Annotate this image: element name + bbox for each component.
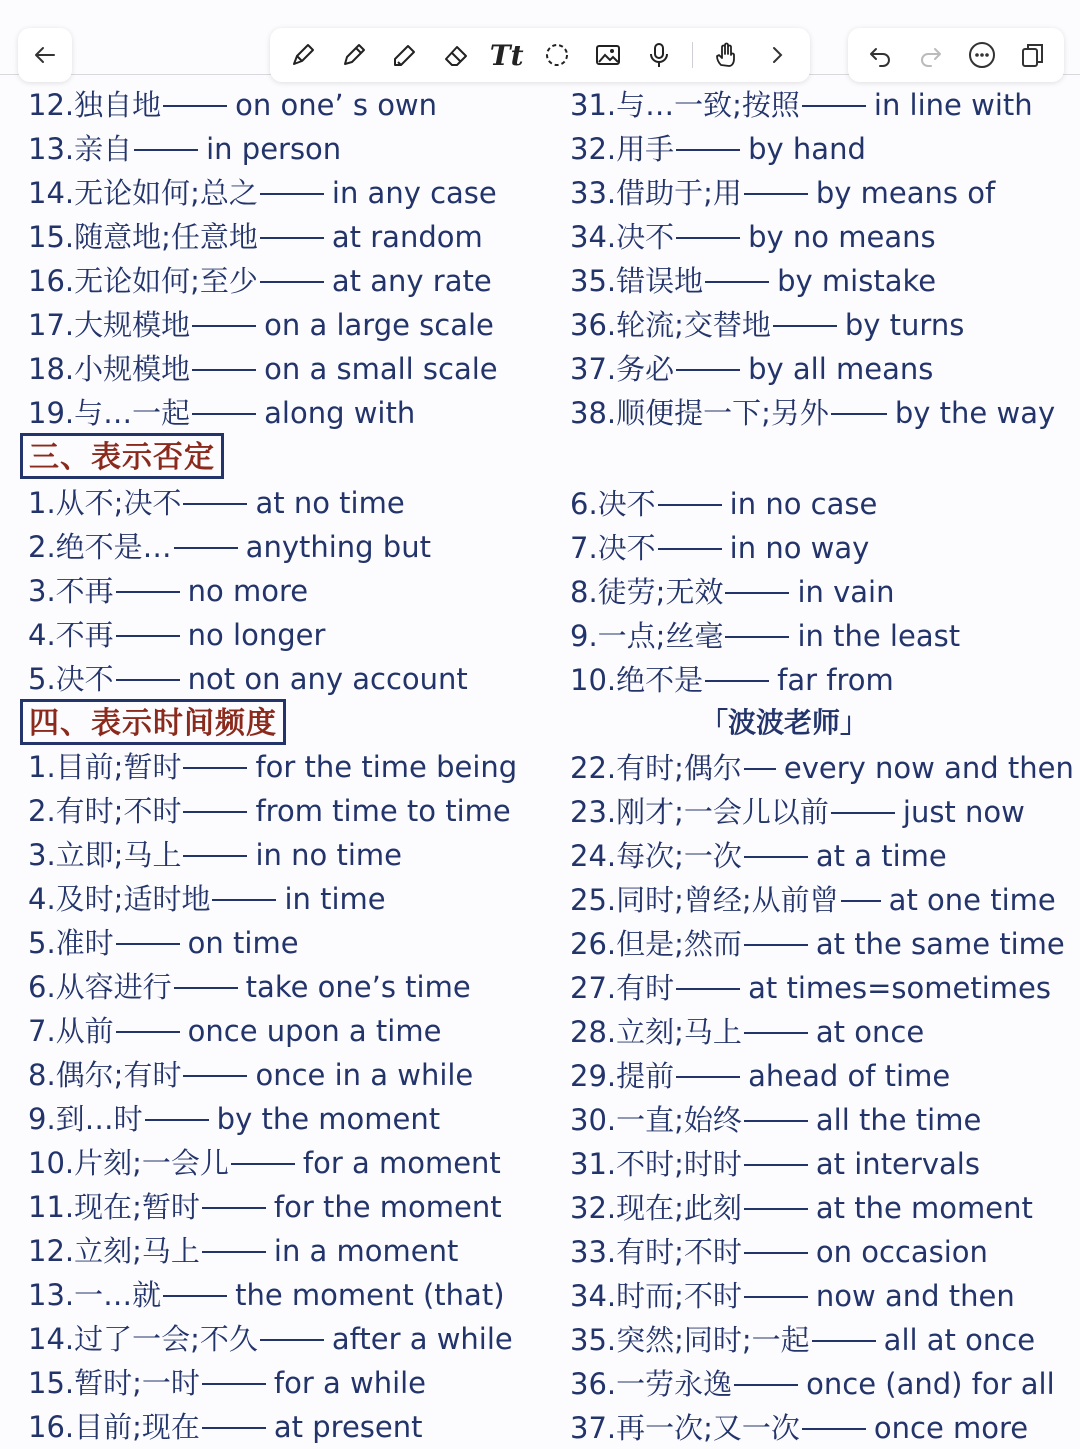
list-item: 12.独自地 on one’ s own	[28, 88, 438, 122]
list-item: 16.无论如何;至少 at any rate	[28, 264, 492, 298]
list-item: 2.绝不是… anything but	[28, 530, 431, 564]
list-item: 4.不再 no longer	[28, 618, 326, 652]
list-item: 5.准时 on time	[28, 926, 299, 960]
list-item: 35.错误地 by mistake	[570, 264, 937, 298]
toolbar	[0, 0, 1080, 90]
section-heading-time-frequency: 四、表示时间频度	[20, 699, 286, 745]
list-item: 26.但是;然而 at the same time	[570, 927, 1065, 961]
chevron-right-icon[interactable]	[759, 37, 795, 73]
redo-icon[interactable]	[913, 37, 949, 73]
list-item: 37.务必 by all means	[570, 352, 934, 386]
microphone-icon[interactable]	[641, 37, 677, 73]
list-item: 25.同时;曾经;从前曾 at one time	[570, 883, 1056, 917]
list-item: 12.立刻;马上 in a moment	[28, 1234, 459, 1268]
list-item: 30.一直;始终 all the time	[570, 1103, 982, 1137]
list-item: 3.不再 no more	[28, 574, 309, 608]
list-item: 34.时而;不时 now and then	[570, 1279, 1015, 1313]
list-item: 13.一…就 the moment (that)	[28, 1278, 505, 1312]
list-item: 33.借助于;用 by means of	[570, 176, 996, 210]
list-item: 4.及时;适时地 in time	[28, 882, 386, 916]
lasso-icon[interactable]	[539, 37, 575, 73]
gesture-hand-icon[interactable]	[708, 37, 744, 73]
list-item: 33.有时;不时 on occasion	[570, 1235, 988, 1269]
list-item: 27.有时 at times=sometimes	[570, 971, 1051, 1005]
back-button[interactable]	[18, 28, 72, 82]
list-item: 14.无论如何;总之 in any case	[28, 176, 497, 210]
text-tool-label: Tt	[489, 38, 524, 72]
eraser-icon[interactable]	[438, 37, 474, 73]
toolbar-separator	[692, 42, 693, 68]
list-item: 16.目前;现在 at present	[28, 1410, 423, 1444]
pages-icon[interactable]	[1015, 37, 1051, 73]
list-item: 15.随意地;任意地 at random	[28, 220, 483, 254]
list-item: 9.一点;丝毫 in the least	[570, 619, 961, 653]
list-item: 5.决不 not on any account	[28, 662, 468, 696]
list-item: 36.一劳永逸 once (and) for all	[570, 1367, 1055, 1401]
list-item: 1.目前;暂时 for the time being	[28, 750, 518, 784]
highlighter-icon[interactable]	[387, 37, 423, 73]
list-item: 24.每次;一次 at a time	[570, 839, 947, 873]
list-item: 34.决不 by no means	[570, 220, 936, 254]
list-item: 15.暂时;一时 for a while	[28, 1366, 427, 1400]
list-item: 1.从不;决不 at no time	[28, 486, 405, 520]
more-icon[interactable]	[964, 37, 1000, 73]
list-item: 18.小规模地 on a small scale	[28, 352, 498, 386]
list-item: 38.顺便提一下;另外 by the way	[570, 396, 1056, 430]
text-tool-icon[interactable]	[489, 37, 525, 73]
list-item: 13.亲自 in person	[28, 132, 342, 166]
list-item: 7.决不 in no way	[570, 531, 870, 565]
list-item: 8.徒劳;无效 in vain	[570, 575, 895, 609]
list-item: 22.有时;偶尔 every now and then	[570, 751, 1074, 785]
list-item: 35.突然;同时;一起 all at once	[570, 1323, 1036, 1357]
arrow-left-icon	[27, 37, 63, 73]
list-item: 32.用手 by hand	[570, 132, 866, 166]
list-item: 36.轮流;交替地 by turns	[570, 308, 965, 342]
pen-icon[interactable]	[285, 37, 321, 73]
list-item: 23.刚才;一会儿以前 just now	[570, 795, 1025, 829]
image-icon[interactable]	[590, 37, 626, 73]
list-item: 37.再一次;又一次 once more	[570, 1411, 1029, 1445]
list-item: 6.从容进行 take one’s time	[28, 970, 471, 1004]
list-item: 17.大规模地 on a large scale	[28, 308, 494, 342]
list-item: 8.偶尔;有时 once in a while	[28, 1058, 474, 1092]
list-item: 31.与…一致;按照 in line with	[570, 88, 1033, 122]
tool-palette	[270, 28, 810, 82]
pencil-icon[interactable]	[336, 37, 372, 73]
list-item: 14.过了一会;不久 after a while	[28, 1322, 513, 1356]
list-item: 32.现在;此刻 at the moment	[570, 1191, 1033, 1225]
list-item: 31.不时;时时 at intervals	[570, 1147, 980, 1181]
action-palette	[848, 28, 1064, 82]
list-item: 7.从前 once upon a time	[28, 1014, 442, 1048]
list-item: 11.现在;暂时 for the moment	[28, 1190, 502, 1224]
list-item: 6.决不 in no case	[570, 487, 878, 521]
list-item: 29.提前 ahead of time	[570, 1059, 951, 1093]
list-item: 10.绝不是 far from	[570, 663, 894, 697]
list-item: 28.立刻;马上 at once	[570, 1015, 925, 1049]
section-heading-negation: 三、表示否定	[20, 433, 224, 479]
list-item: 2.有时;不时 from time to time	[28, 794, 511, 828]
list-item: 10.片刻;一会儿 for a moment	[28, 1146, 501, 1180]
undo-icon[interactable]	[862, 37, 898, 73]
list-item: 3.立即;马上 in no time	[28, 838, 402, 872]
watermark-label: 「波波老师」	[700, 706, 869, 739]
list-item: 9.到…时 by the moment	[28, 1102, 441, 1136]
list-item: 19.与…一起 along with	[28, 396, 416, 430]
